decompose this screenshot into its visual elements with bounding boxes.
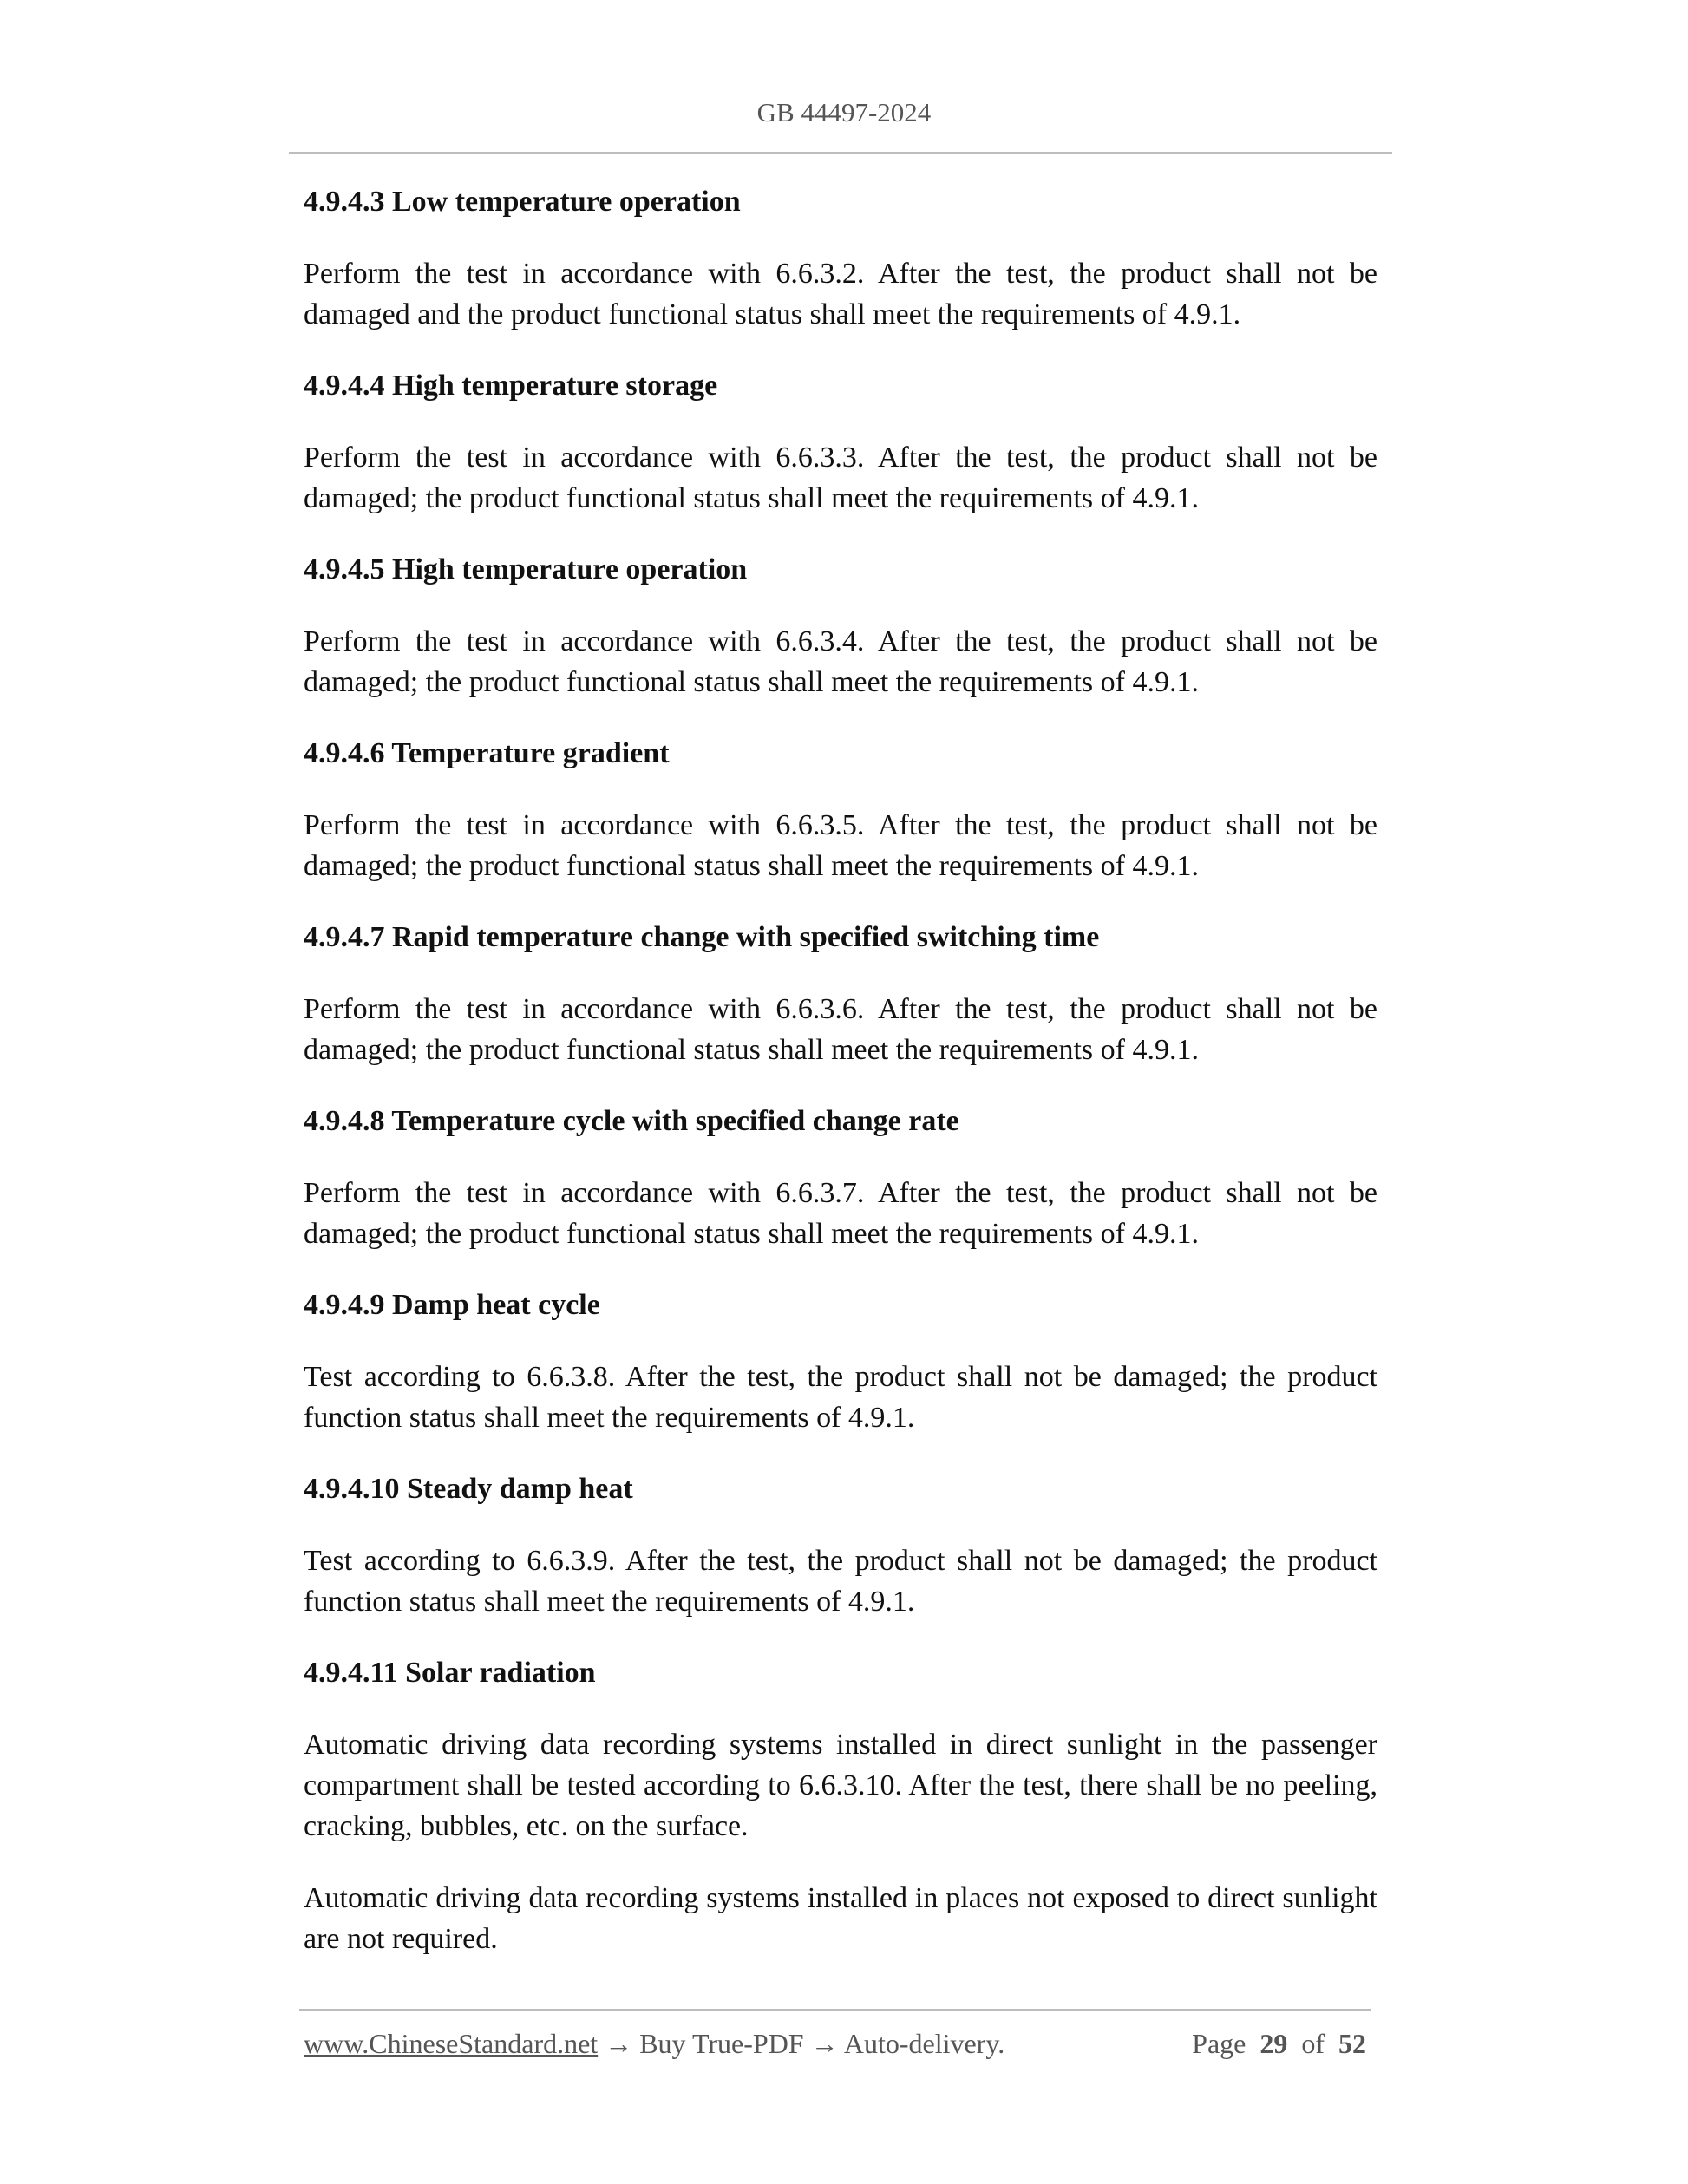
site-link[interactable]: www.ChineseStandard.net	[304, 2028, 599, 2059]
section-heading: 4.9.4.10 Steady damp heat	[304, 1473, 633, 1505]
section-4-9-4-3	[304, 182, 1377, 335]
auto-delivery-text: Auto-delivery.	[843, 2028, 1005, 2059]
section-4-9-4-8	[304, 1102, 1377, 1254]
section-4-9-4-5	[304, 550, 1377, 703]
section-paragraph: Automatic driving data recording systems installed in direct sunlight in the passenger compartment shall be tested according to 6.6.3.10. After the test, there shall be no peeling, cracking, bubbles, etc. on the surface.	[304, 1729, 1377, 1842]
page-label: Page	[1192, 2028, 1246, 2059]
total-pages: 52	[1338, 2028, 1366, 2059]
section-4-9-4-4	[304, 366, 1377, 519]
section-4-9-4-11	[304, 1653, 1377, 1959]
section-paragraph: Automatic driving data recording systems installed in places not exposed to direct sunlight are not required.	[304, 1882, 1377, 1955]
section-heading: 4.9.4.9 Damp heat cycle	[304, 1289, 600, 1321]
section-paragraph: Test according to 6.6.3.8. After the test, the product shall not be damaged; the product function status shall meet the requirements of 4.9.1.	[304, 1361, 1377, 1434]
section-4-9-4-10	[304, 1469, 1377, 1622]
section-heading: 4.9.4.7 Rapid temperature change with specified switching time	[304, 921, 1100, 953]
arrow-right-icon: →	[605, 2028, 633, 2059]
section-heading: 4.9.4.3 Low temperature operation	[304, 186, 741, 218]
document-body	[304, 182, 1377, 1991]
section-paragraph: Perform the test in accordance with 6.6.3.7. After the test, the product shall not be damaged; the product functional status shall meet the requirements of 4.9.1.	[304, 1177, 1377, 1250]
section-paragraph: Perform the test in accordance with 6.6.3.3. After the test, the product shall not be damaged; the product functional status shall meet the requirements of 4.9.1.	[304, 441, 1377, 514]
section-paragraph: Perform the test in accordance with 6.6.3.6. After the test, the product shall not be damaged; the product functional status shall meet the requirements of 4.9.1.	[304, 993, 1377, 1066]
section-heading: 4.9.4.4 High temperature storage	[304, 369, 718, 402]
footer-purchase-info	[304, 2028, 1004, 2060]
section-4-9-4-6	[304, 734, 1377, 886]
section-4-9-4-7	[304, 918, 1377, 1070]
section-heading: 4.9.4.6 Temperature gradient	[304, 737, 670, 769]
section-paragraph: Perform the test in accordance with 6.6.3.4. After the test, the product shall not be damaged; the product functional status shall meet the requirements of 4.9.1.	[304, 625, 1377, 698]
arrow-right-icon: →	[810, 2028, 839, 2059]
of-label: of	[1301, 2028, 1325, 2059]
section-heading: 4.9.4.8 Temperature cycle with specified change rate	[304, 1105, 959, 1137]
section-4-9-4-9	[304, 1285, 1377, 1438]
page-counter	[1192, 2028, 1366, 2060]
buy-true-pdf-text: Buy True-PDF	[639, 2028, 804, 2059]
header-divider	[289, 152, 1392, 154]
section-paragraph: Test according to 6.6.3.9. After the test, the product shall not be damaged; the product function status shall meet the requirements of 4.9.1.	[304, 1545, 1377, 1618]
document-id: GB 44497-2024	[756, 97, 932, 128]
section-heading: 4.9.4.11 Solar radiation	[304, 1657, 596, 1689]
page-number: 29	[1259, 2028, 1288, 2059]
footer-divider	[299, 2009, 1371, 2011]
section-heading: 4.9.4.5 High temperature operation	[304, 553, 748, 585]
document-header	[0, 97, 1688, 128]
section-paragraph: Perform the test in accordance with 6.6.3.5. After the test, the product shall not be damaged; the product functional status shall meet the requirements of 4.9.1.	[304, 809, 1377, 882]
section-paragraph: Perform the test in accordance with 6.6.3.2. After the test, the product shall not be damaged and the product functional status shall meet the requirements of 4.9.1.	[304, 258, 1377, 330]
